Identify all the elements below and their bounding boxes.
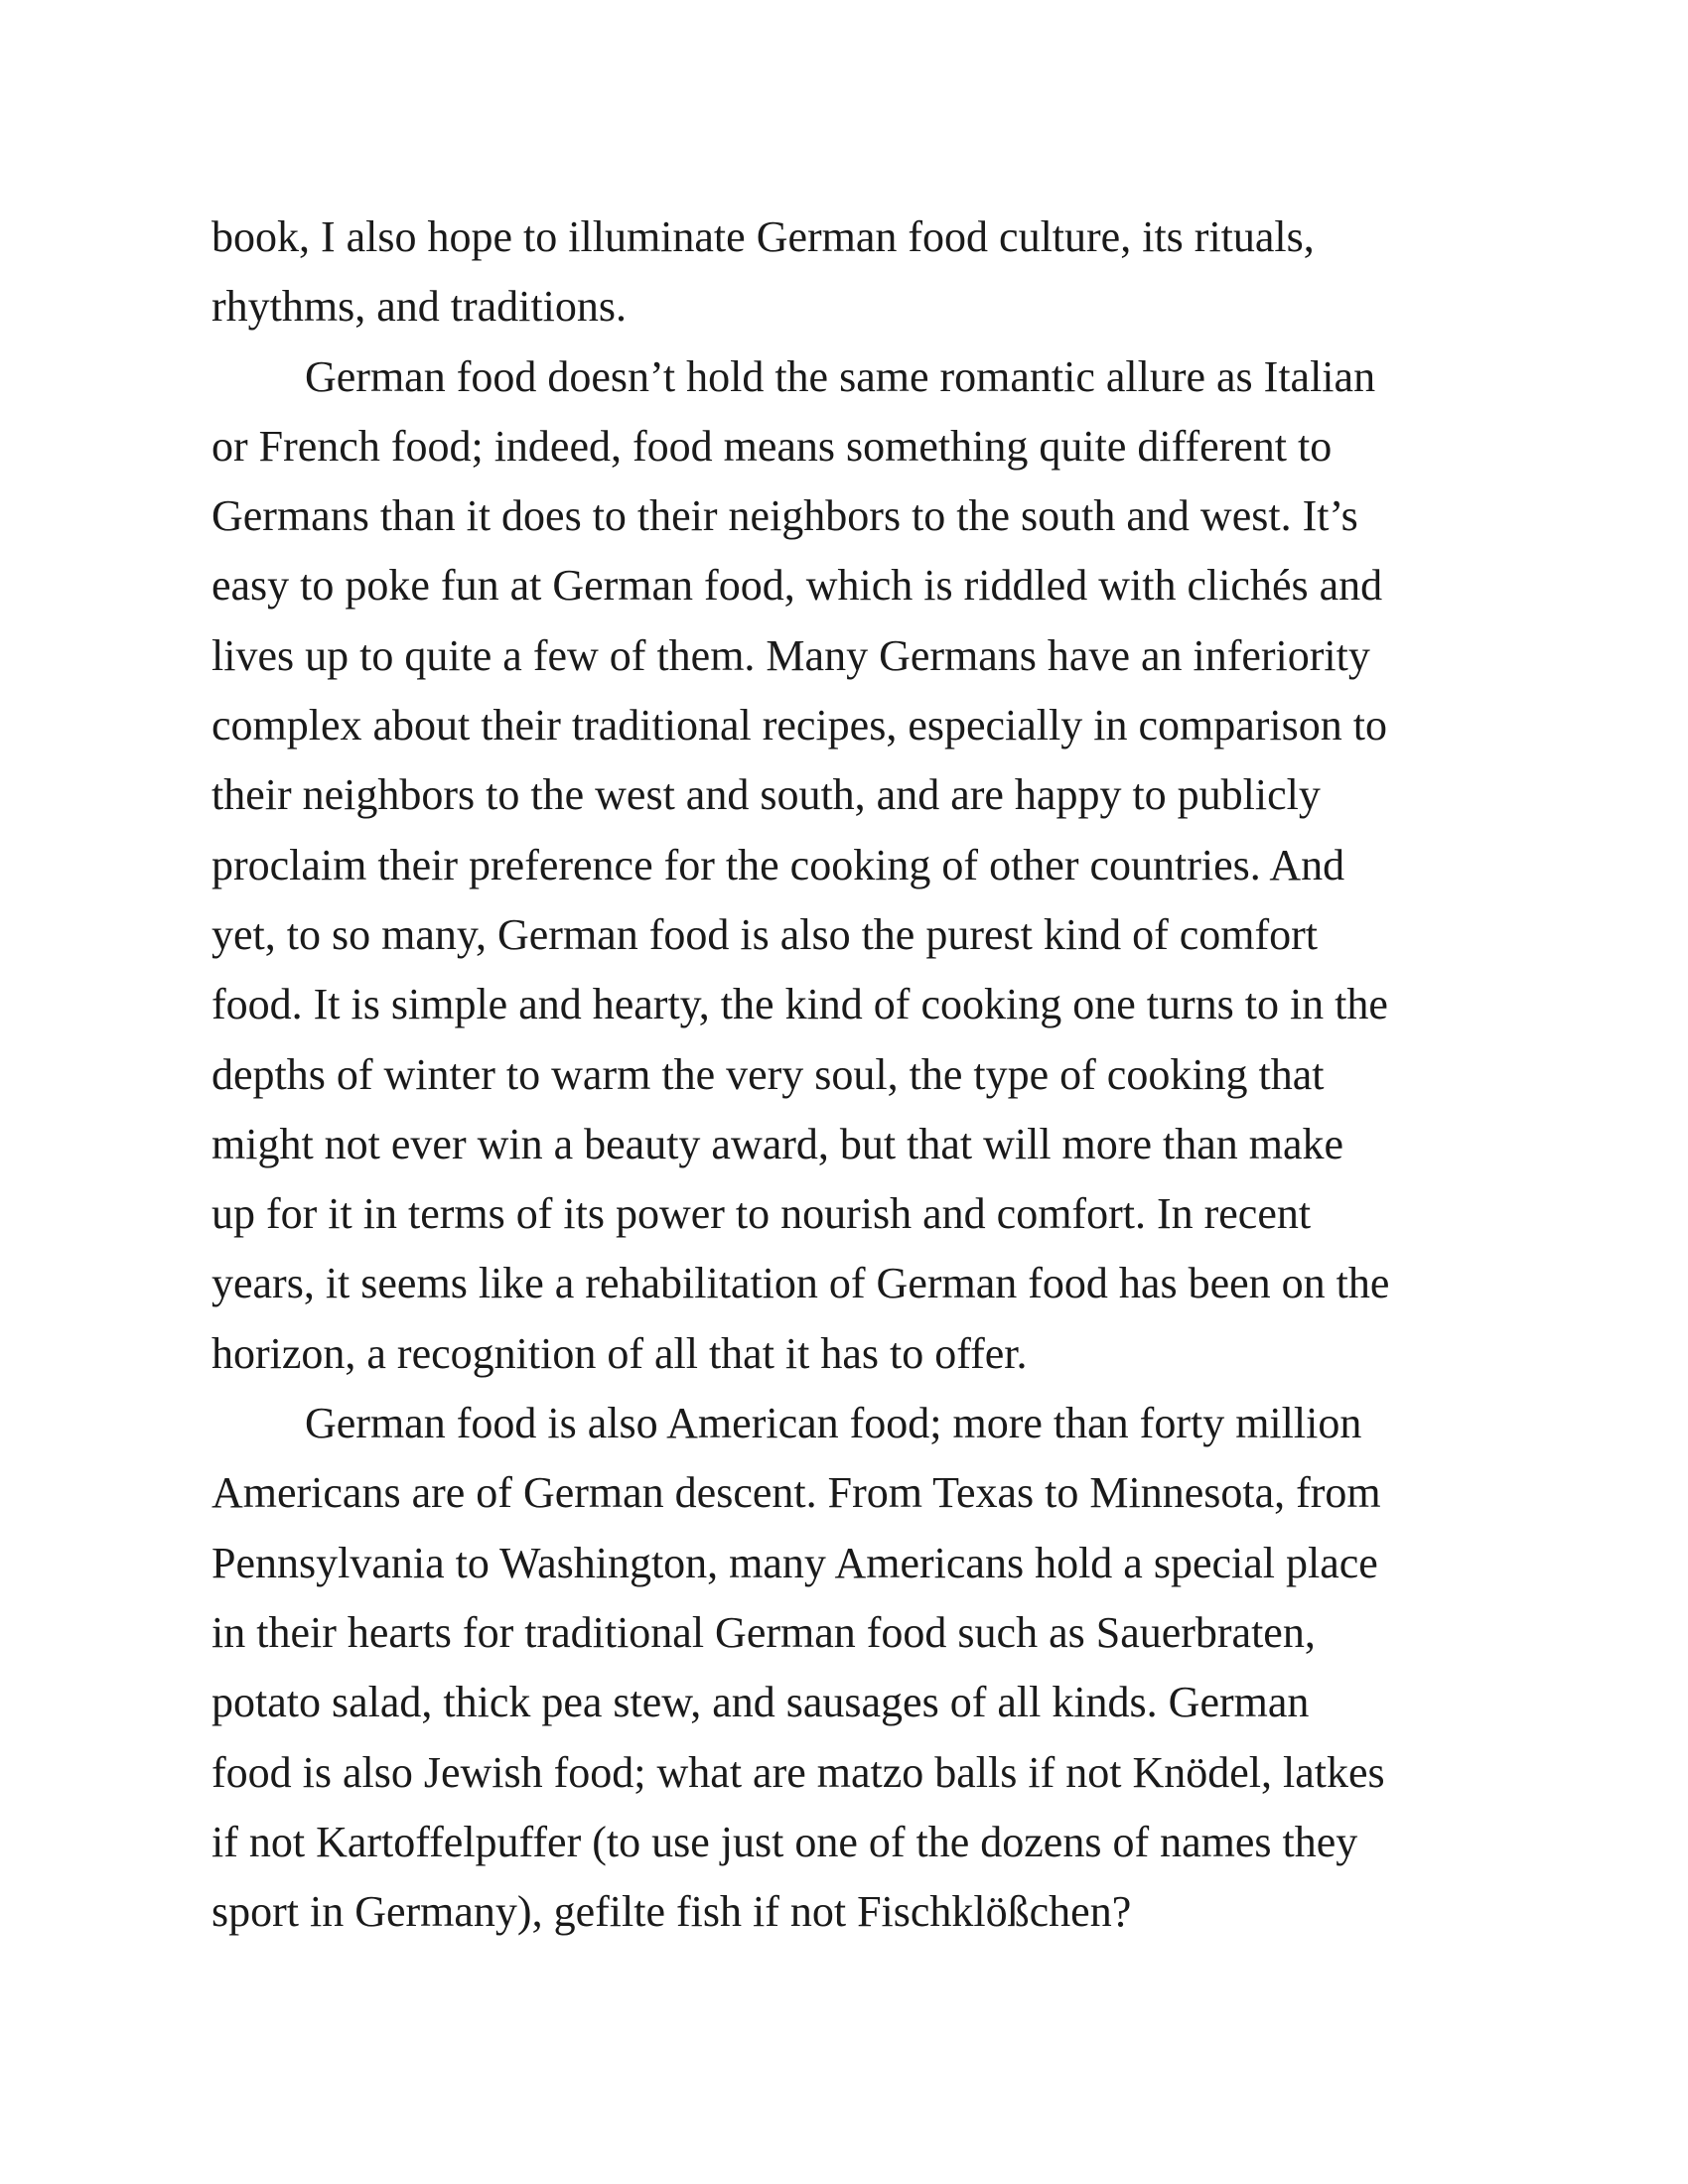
text-line-first: German food is also American food; more than forty million: [305, 1399, 1362, 1448]
text-line: food is also Jewish food; what are matzo balls if not Knödel, latkes: [211, 1747, 1385, 1797]
text-line: easy to poke fun at German food, which is riddled with clichés and: [211, 561, 1383, 611]
text-line: complex about their traditional recipes, especially in comparison to: [211, 701, 1387, 751]
text-line-first: German food doesn’t hold the same romantic allure as Italian: [305, 351, 1376, 401]
text-line: yet, to so many, German food is also the purest kind of comfort: [211, 909, 1319, 959]
text-line: years, it seems like a rehabilitation of German food has been on the: [211, 1259, 1390, 1308]
text-line: horizon, a recognition of all that it has to offer.: [211, 1328, 1028, 1378]
text-line: proclaim their preference for the cooking of other countries. And: [211, 840, 1345, 889]
text-line: potato salad, thick pea stew, and sausages of all kinds. German: [211, 1678, 1310, 1727]
text-line: rhythms, and traditions.: [211, 282, 627, 332]
text-line: Germans than it does to their neighbors to the south and west. It’s: [211, 491, 1358, 541]
text-line: up for it in terms of its power to nourish and comfort. In recent: [211, 1189, 1312, 1239]
text-line: depths of winter to warm the very soul, the type of cooking that: [211, 1049, 1325, 1099]
text-line: Pennsylvania to Washington, many Americans hold a special place: [211, 1538, 1378, 1587]
text-line: lives up to quite a few of them. Many Germans have an inferiority: [211, 630, 1370, 680]
text-line: or French food; indeed, food means something quite different to: [211, 421, 1333, 471]
text-line: if not Kartoffelpuffer (to use just one of the dozens of names they: [211, 1817, 1358, 1866]
text-line: might not ever win a beauty award, but that will more than make: [211, 1119, 1344, 1168]
paragraph-3: [211, 1389, 1482, 1947]
text-line: food. It is simple and hearty, the kind of cooking one turns to in the: [211, 980, 1388, 1029]
text-line: in their hearts for traditional German food such as Sauerbraten,: [211, 1607, 1316, 1657]
text-line: sport in Germany), gefilte fish if not Fischklößchen?: [211, 1887, 1132, 1937]
paragraph-2: [211, 342, 1482, 1389]
paragraph-1: [211, 203, 1482, 342]
text-line: their neighbors to the west and south, and are happy to publicly: [211, 770, 1321, 820]
text-line: Americans are of German descent. From Texas to Minnesota, from: [211, 1468, 1381, 1518]
text-line: book, I also hope to illuminate German food culture, its rituals,: [211, 212, 1315, 261]
body-text: [211, 203, 1482, 1947]
